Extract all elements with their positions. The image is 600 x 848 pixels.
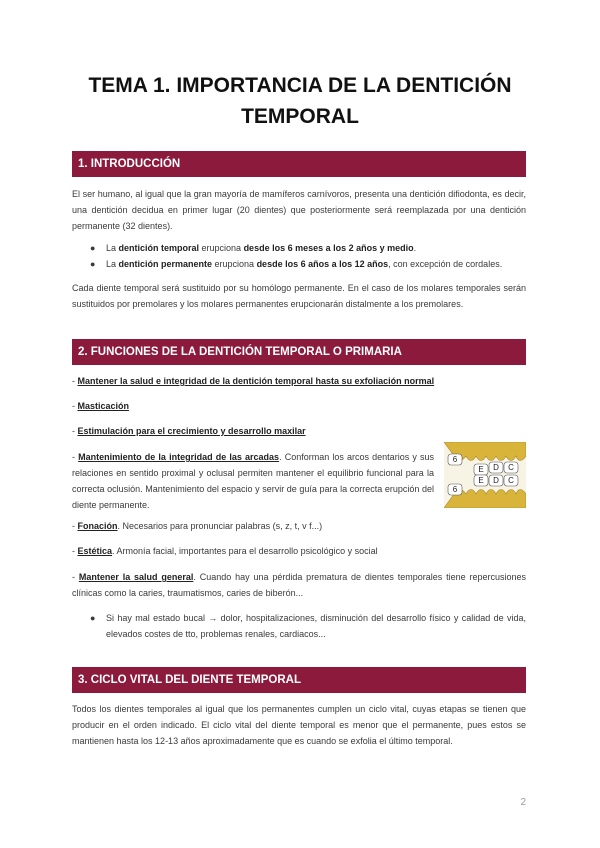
bullet-strong: desde los 6 meses a los 2 años y medio <box>243 243 414 253</box>
dash: - <box>72 572 79 582</box>
function-5 <box>72 518 322 534</box>
function-1-label: Mantener la salud e integridad de la dentición temporal hasta su exfoliación normal <box>77 376 435 386</box>
tooth-label: C <box>508 476 514 485</box>
function-6 <box>72 543 378 559</box>
function-5-text: . Necesarios para pronunciar palabras (s, z, t, v f...) <box>117 521 323 531</box>
bullet-strong: dentición temporal <box>118 243 200 253</box>
teeth-diagram-image <box>444 442 526 508</box>
life-cycle-paragraph: Todos los dientes temporales al igual que los permanentes cumplen un ciclo vital, cuyas etapas se tienen que producir en el orden indicado. El ciclo vital del diente temporal es menor que el permanente, pues estos se mantienen hasta los 12-13 años aproximadamente que es cuando se exfolia el último temporal. <box>72 704 526 746</box>
function-7-label: Mantener la salud general <box>78 572 194 582</box>
dash: - <box>72 546 78 556</box>
section-3-heading: 3. CICLO VITAL DEL DIENTE TEMPORAL <box>72 667 526 693</box>
dash: - <box>72 452 79 462</box>
bullet-text: La <box>106 243 119 253</box>
function-1 <box>72 373 526 389</box>
function-4 <box>72 449 434 513</box>
tooth-label: 6 <box>452 485 458 494</box>
function-4-text: . Conforman los arcos dentarios y sus relaciones en sentido proximal y oclusal permiten mantener el equilibrio funcional para la correcta oclusión. Mantenimiento del espacio y servir de guía para la correcta erupción del diente permanente. <box>72 452 434 510</box>
function-3-label: Estimulación para el crecimiento y desarrollo maxilar <box>77 426 306 436</box>
bullet-text: Si hay mal estado bucal → dolor, hospitalizaciones, disminución del desarrollo físico y calidad de vida, elevados costes de tto, problemas renales, cardiacos... <box>106 613 526 639</box>
intro-bullet-list <box>72 240 526 272</box>
health-bullet-list <box>72 610 526 642</box>
section-2-heading: 2. FUNCIONES DE LA DENTICIÓN TEMPORAL O PRIMARIA <box>72 339 526 365</box>
document-title <box>60 70 540 132</box>
tooth-label: D <box>493 463 499 472</box>
section-1-heading: 1. INTRODUCCIÓN <box>72 151 526 177</box>
bullet-temporal <box>72 240 526 256</box>
bullet-strong: dentición permanente <box>118 259 213 269</box>
page-number: 2 <box>520 797 526 808</box>
bullet-permanente <box>72 256 526 272</box>
bullet-text: , con excepción de cordales. <box>388 259 503 269</box>
bullet-text: La <box>106 259 119 269</box>
dash: - <box>72 376 78 386</box>
function-5-label: Fonación <box>77 521 118 531</box>
tooth-label: 6 <box>452 455 458 464</box>
function-3 <box>72 423 306 439</box>
bullet-text: erupciona <box>212 259 257 269</box>
dash: - <box>72 521 78 531</box>
tooth-label: E <box>478 465 484 474</box>
substitution-paragraph: Cada diente temporal será sustituido por su homólogo permanente. En el caso de los molares temporales serán sustituidos por premolares y los molares permanentes erupcionarán distalmente a los premolares. <box>72 283 526 309</box>
function-6-label: Estética <box>77 546 113 556</box>
tooth-label: D <box>493 476 499 485</box>
bullet-dot: ● <box>90 259 96 269</box>
dash: - <box>72 426 78 436</box>
tooth-label: E <box>478 476 484 485</box>
tooth-label: C <box>508 463 514 472</box>
bullet-health <box>72 610 526 642</box>
intro-paragraph: El ser humano, al igual que la gran mayoría de mamíferos carnívoros, presenta una dentición difiodonta, es decir, una dentición decidua en primer lugar (20 dientes) que posteriormente será reemplazada por una dentición permanente (32 dientes). <box>72 189 526 231</box>
bullet-dot: ● <box>90 243 96 253</box>
dash: - <box>72 401 78 411</box>
bullet-text: erupciona <box>199 243 244 253</box>
title-line-1: TEMA 1. IMPORTANCIA DE LA DENTICIÓN <box>88 74 512 97</box>
bullet-text: . <box>413 243 417 253</box>
function-7-text: . Cuando hay una pérdida prematura de dientes temporales tiene repercusiones clínicas como la caries, traumatismos, caries de biberón... <box>72 572 527 598</box>
function-2-label: Masticación <box>77 401 130 411</box>
function-4-label: Mantenimiento de la integridad de las arcadas <box>78 452 280 462</box>
bullet-strong: desde los 6 años a los 12 años <box>256 259 389 269</box>
bullet-dot: ● <box>90 613 96 623</box>
function-7 <box>72 569 526 601</box>
title-line-2: TEMPORAL <box>241 105 359 128</box>
function-6-text: . Armonía facial, importantes para el desarrollo psicológico y social <box>112 546 378 556</box>
function-2 <box>72 398 129 414</box>
